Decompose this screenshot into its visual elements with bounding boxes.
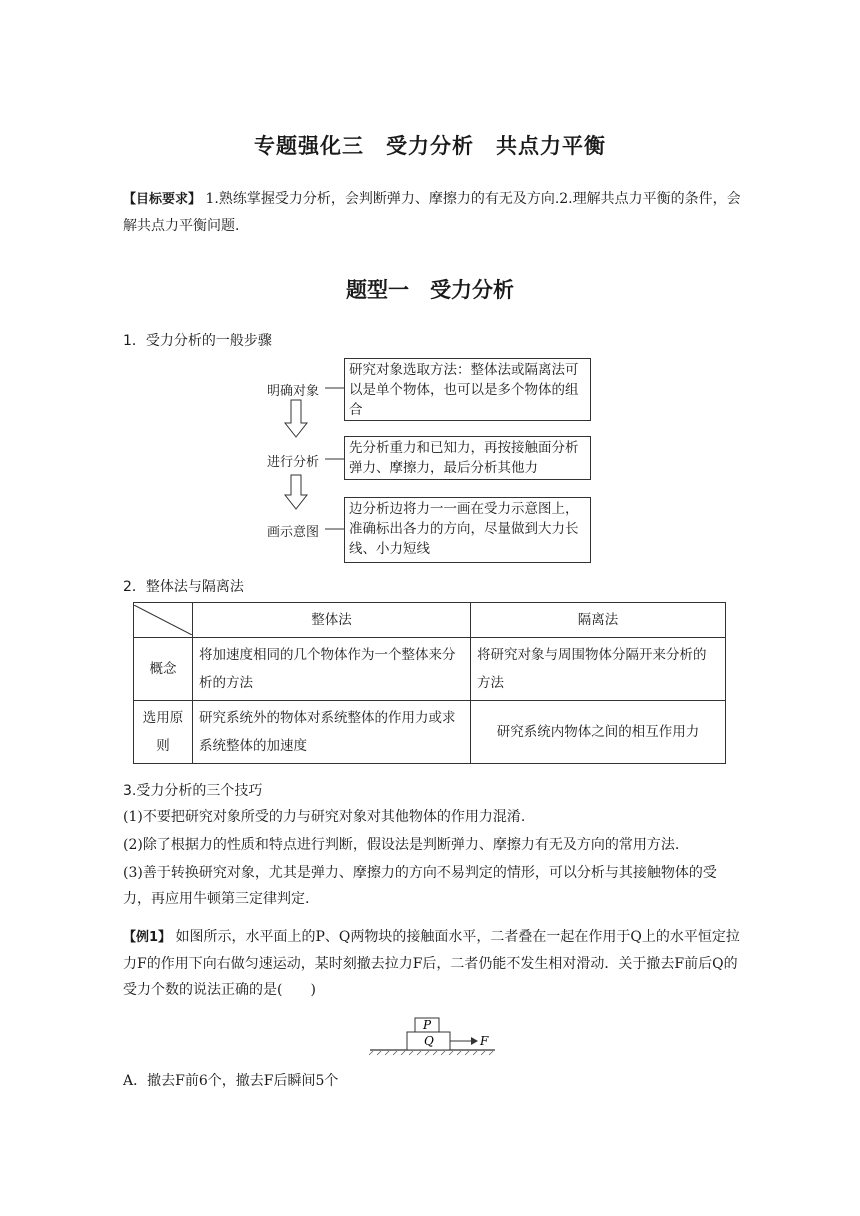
tip-item: (2)除了根据力的性质和特点进行判断，假设法是判断弹力、摩擦力有无及方向的常用方法. [123,837,680,853]
goal-text: 1.熟练掌握受力分析，会判断弹力、摩擦力的有无及方向.2.理解共点力平衡的条件，会解共点力平衡问题. [123,191,741,234]
method-heading: 2．整体法与隔离法 [123,579,244,595]
option-a: A．撤去F前6个，撤去F后瞬间5个 [123,1073,339,1089]
table-row-label: 概念 [134,638,193,701]
blocks-diagram [365,1014,500,1056]
example-paragraph [123,924,743,1003]
tips-heading: 3.受力分析的三个技巧 [123,783,263,799]
section-title: 题型一 受力分析 [346,278,514,302]
flow-label-1: 明确对象 [267,384,320,399]
goal-paragraph [123,186,743,240]
flow-box-2: 先分析重力和已知力，再按接触面分析弹力、摩擦力，最后分析其他力 [344,436,591,480]
table-row-label: 选用原则 [134,701,193,764]
method-table [133,602,726,764]
page-title: 专题强化三 受力分析 共点力平衡 [254,134,606,158]
flow-box-1: 研究对象选取方法：整体法或隔离法可以是单个物体，也可以是多个物体的组合 [344,358,591,421]
flow-label-2: 进行分析 [267,455,320,470]
step-heading: 1．受力分析的一般步骤 [123,333,272,349]
table-cell: 将研究对象与周围物体分隔开来分析的方法 [471,638,726,701]
goal-tag: 【目标要求】 [123,192,202,207]
table-cell: 将加速度相同的几个物体作为一个整体来分析的方法 [193,638,471,701]
table-row [134,701,726,764]
flow-box-3: 边分析边将力一一画在受力示意图上，准确标出各力的方向，尽量做到大力长线、小力短线 [344,497,591,563]
tip-item: (3)善于转换研究对象，尤其是弹力、摩擦力的方向不易判定的情形，可以分析与其接触物体的受力，再应用牛顿第三定律判定. [123,865,717,907]
force-label: F [480,1034,489,1048]
flow-label-3: 画示意图 [267,525,320,540]
block-p-label: P [423,1018,432,1032]
tip-item: (1)不要把研究对象所受的力与研究对象对其他物体的作用力混淆. [123,809,526,825]
table-row [134,638,726,701]
table-header: 整体法 [193,603,471,638]
table-corner [134,603,193,638]
block-q-label: Q [424,1034,434,1048]
table-header-row [134,603,726,638]
flow-arrows [250,355,350,570]
table-header: 隔离法 [471,603,726,638]
example-text: 如图所示，水平面上的P、Q两物块的接触面水平，二者叠在一起在作用于Q上的水平恒定拉力F的作用下向右做匀速运动，某时刻撤去拉力F后，二者仍能不发生相对滑动．关于撤去F前后Q的受力个数的说法正确的是( ) [123,929,740,998]
example-tag: 【例1】 [123,930,172,945]
table-cell: 研究系统外的物体对系统整体的作用力或求系统整体的加速度 [193,701,471,764]
table-cell: 研究系统内物体之间的相互作用力 [471,701,726,764]
